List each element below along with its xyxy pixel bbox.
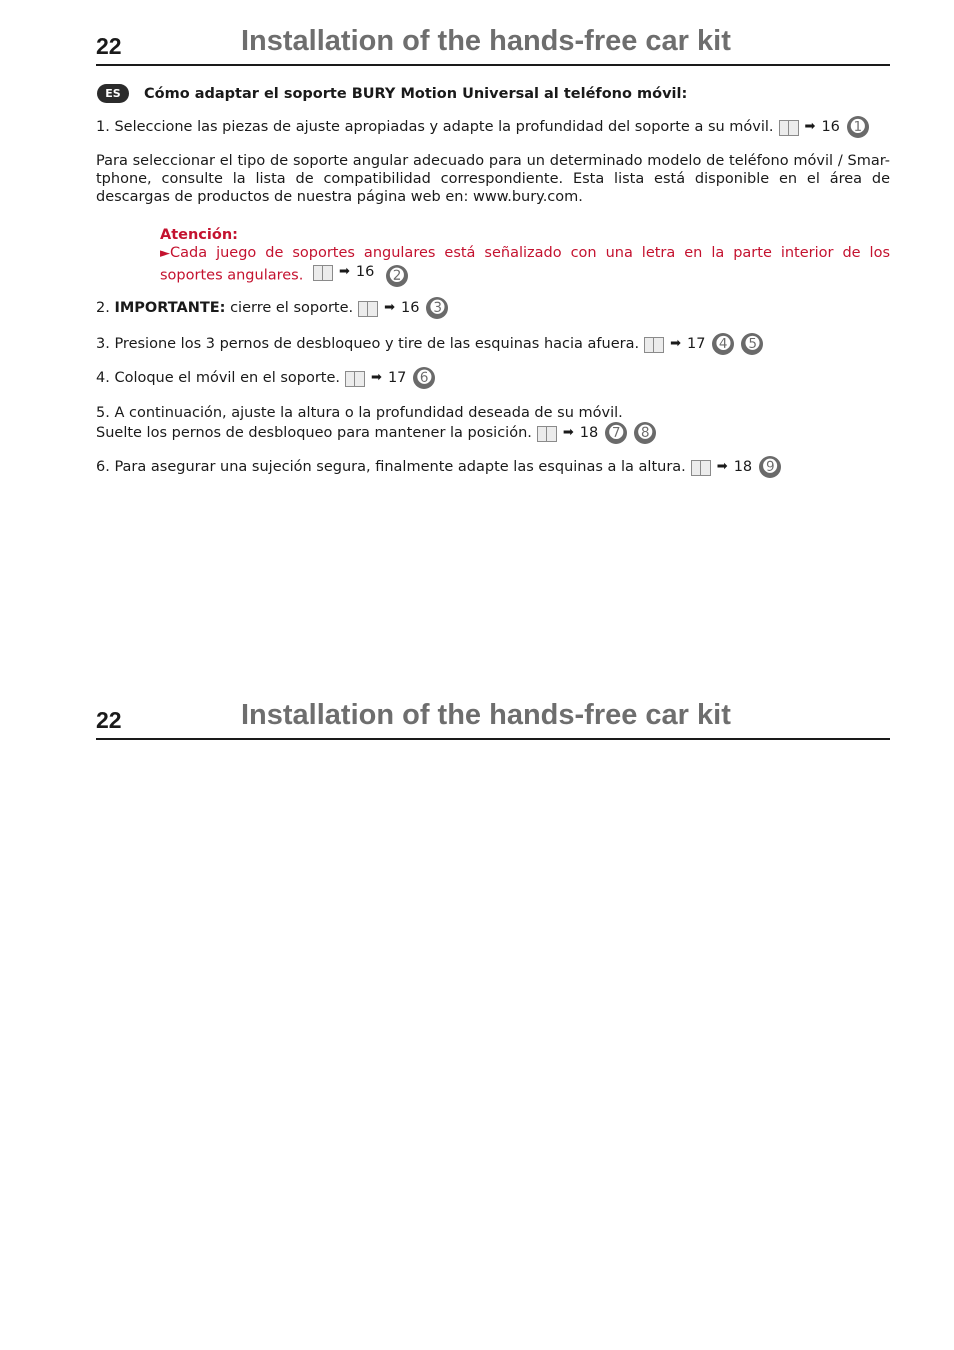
book-icon <box>313 265 333 280</box>
attention-text: Cada juego de soportes angulares está señalizado con una letra en la parte interior de los soportes angulares. <box>160 245 890 284</box>
page-reference <box>313 263 374 281</box>
step-1 <box>96 116 869 138</box>
page-reference <box>779 118 840 136</box>
figure-number-icon: ➐ <box>605 422 627 444</box>
figure-number-icon: ➊ <box>847 116 869 138</box>
book-icon <box>691 460 711 475</box>
page-reference <box>358 299 419 317</box>
book-icon <box>358 301 378 316</box>
page-number: 22 <box>96 33 122 59</box>
attention-body <box>160 244 890 287</box>
reference-page: 17 <box>687 336 706 352</box>
step-5-text: 5. A continuación, ajuste la altura o la profundidad deseada de su móvil. <box>96 405 623 421</box>
step-4 <box>96 367 435 389</box>
bullet-triangle-icon: ► <box>160 246 170 261</box>
attention-title: Atención: <box>160 227 238 243</box>
arrow-right-icon: ➡ <box>804 119 816 134</box>
arrow-right-icon: ➡ <box>371 370 382 385</box>
figure-number-icon: ➒ <box>759 456 781 478</box>
step-3 <box>96 333 763 355</box>
page-reference <box>691 458 752 476</box>
page-title: Installation of the hands-free car kit <box>241 25 731 57</box>
arrow-right-icon: ➡ <box>562 425 574 440</box>
step-4-text: 4. Coloque el móvil en el soporte. <box>96 370 341 386</box>
step-5-text-2: Suelte los pernos de desbloqueo para mantener la posición. <box>96 425 532 441</box>
figure-number-icon: ➏ <box>413 367 435 389</box>
figure-number-icon: ➋ <box>386 265 408 287</box>
book-icon <box>537 426 557 441</box>
arrow-right-icon: ➡ <box>670 336 681 351</box>
section-heading-row <box>97 84 687 103</box>
figure-number-icon: ➌ <box>426 297 448 319</box>
step-2-text: cierre el soporte. <box>230 300 354 316</box>
reference-page: 17 <box>387 370 407 386</box>
language-badge: ES <box>97 84 129 103</box>
step-1-text: 1. Seleccione las piezas de ajuste apropiadas y adapte la profundidad del soporte a su móvil. <box>96 119 774 135</box>
page-reference <box>345 369 406 387</box>
attention-note <box>160 226 890 287</box>
arrow-right-icon: ➡ <box>338 264 350 279</box>
figure-number-icon: ➎ <box>741 333 763 355</box>
reference-page: 16 <box>821 119 840 135</box>
page-reference <box>537 424 598 442</box>
page-header <box>96 26 890 66</box>
figure-number-icon: ➍ <box>712 333 734 355</box>
reference-page: 18 <box>579 425 599 441</box>
step-5-line-2 <box>96 422 656 444</box>
step-6 <box>96 456 781 478</box>
book-icon <box>345 371 365 386</box>
book-icon <box>779 120 799 135</box>
reference-page: 18 <box>733 459 753 475</box>
section-heading: Cómo adaptar el soporte BURY Motion Universal al teléfono móvil: <box>144 85 688 102</box>
arrow-right-icon: ➡ <box>384 300 396 315</box>
step-3-text: 3. Presione los 3 pernos de desbloqueo y tire de las esquinas hacia afuera. <box>96 336 640 352</box>
book-icon <box>644 337 664 352</box>
step-2-prefix: 2. <box>96 300 110 316</box>
page-header-repeat <box>96 700 890 740</box>
step-2-important: IMPORTANTE: <box>114 300 226 316</box>
page-number: 22 <box>96 707 122 733</box>
step-2 <box>96 297 448 319</box>
page-title: Installation of the hands-free car kit <box>241 699 731 731</box>
reference-page: 16 <box>401 300 420 316</box>
step-5-line-1 <box>96 404 623 422</box>
arrow-right-icon: ➡ <box>716 459 728 474</box>
intro-paragraph: Para seleccionar el tipo de soporte angular adecuado para un determinado modelo de teléfono móvil / Smar-tphone, consulte la lista de compatibilidad correspondiente. Esta lista está disponible en el área de descargas de productos de nuestra página web en: www.bury.com. <box>96 153 890 205</box>
step-6-text: 6. Para asegurar una sujeción segura, finalmente adapte las esquinas a la altura. <box>96 459 686 475</box>
page-reference <box>644 335 705 353</box>
figure-number-icon: ➑ <box>634 422 656 444</box>
reference-page: 16 <box>355 264 375 280</box>
